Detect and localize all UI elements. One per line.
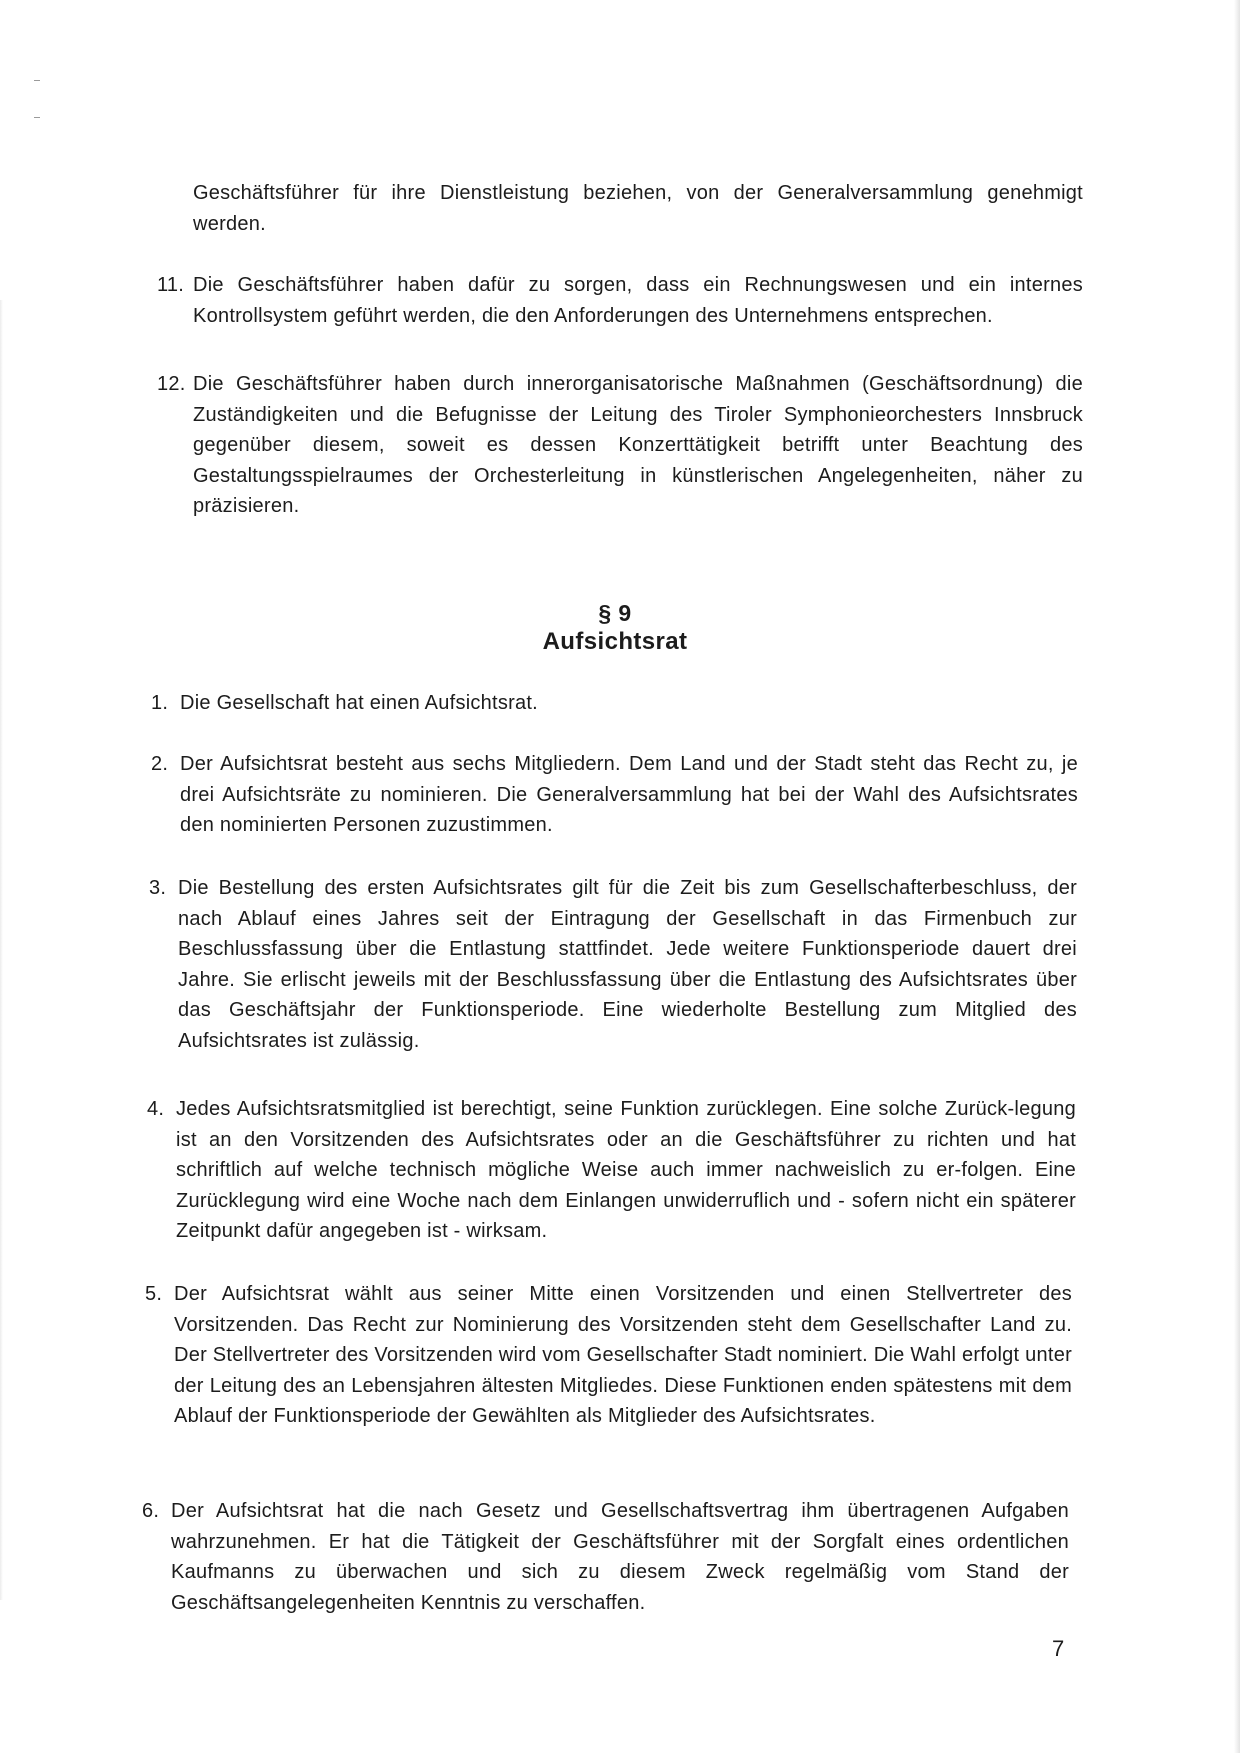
list-item-5 [145,1279,1072,1432]
list-item-number: 4. [147,1098,165,1120]
list-item-text: Jedes Aufsichtsratsmitglied ist berechtigt, seine Funktion zurücklegen. Eine solche Zurück-legung ist an den Vorsitzenden des Aufsichtsrates oder an die Geschäftsführer zu richten und hat schriftlich auf welche technisch mögliche Weise auch immer nachweislich zu er-folgen. Eine Zurücklegung wird eine Woche nach dem Einlangen unwiderruflich und - sofern nicht ein späterer Zeitpunkt dafür angegeben ist - wirksam. [176,1098,1076,1242]
list-item-text: Die Gesellschaft hat einen Aufsichtsrat. [180,692,538,714]
section-number: § 9 [598,600,632,626]
scan-mark [34,117,40,118]
list-item-text: Der Aufsichtsrat besteht aus sechs Mitgliedern. Dem Land und der Stadt steht das Recht zu, je drei Aufsichtsräte zu nominieren. Die Generalversammlung hat bei der Wahl des Aufsichtsrates den nominierten Personen zuzustimmen. [180,753,1078,836]
list-item-text: Die Bestellung des ersten Aufsichtsrates gilt für die Zeit bis zum Gesellschafterbeschluss, der nach Ablauf eines Jahres seit der Eintragung der Gesellschaft in das Firmenbuch zur Beschlussfassung über die Entlastung stattfindet. Jede weitere Funktionsperiode dauert drei Jahre. Sie erlischt jeweils mit der Beschlussfassung über die Entlastung des Aufsichtsrates über das Geschäftsjahr der Funktionsperiode. Eine wiederholte Bestellung zum Mitglied des Aufsichtsrates ist zulässig. [178,877,1077,1052]
list-item-number: 3. [149,877,167,899]
list-item-2 [151,749,1078,841]
list-item-text: Der Aufsichtsrat wählt aus seiner Mitte einen Vorsitzenden und einen Stellvertreter des Vorsitzenden. Das Recht zur Nominierung des Vorsitzenden steht dem Gesellschafter Land zu. Der Stellvertreter des Vorsitzenden wird vom Gesellschafter Stadt nominiert. Die Wahl erfolgt unter der Leitung des an Lebensjahren ältesten Mitgliedes. Diese Funktionen enden spätestens mit dem Ablauf der Funktionsperiode der Gewählten als Mitglieder des Aufsichtsrates. [174,1283,1072,1427]
scan-edge-left [0,300,3,1600]
list-item-text: Der Aufsichtsrat hat die nach Gesetz und Gesellschaftsvertrag ihm übertragenen Aufgaben wahrzunehmen. Er hat die Tätigkeit der Geschäftsführer mit der Sorgfalt eines ordentlichen Kaufmanns zu überwachen und sich zu diesem Zweck regelmäßig vom Stand der Geschäftsangelegenheiten Kenntnis zu verschaffen. [171,1500,1069,1614]
scan-edge-right [1234,0,1240,1753]
list-item-6 [142,1496,1069,1618]
list-item-number: 2. [151,753,169,775]
list-item-number: 6. [142,1500,160,1522]
list-item-text: Die Geschäftsführer haben dafür zu sorgen, dass ein Rechnungswesen und ein internes Kontrollsystem geführt werden, die den Anforderungen des Unternehmens entsprechen. [193,274,1083,327]
list-item-1 [151,688,1078,719]
list-item-text: Die Geschäftsführer haben durch innerorganisatorische Maßnahmen (Geschäftsordnung) die Zuständigkeiten und die Befugnisse der Leitung des Tiroler Symphonieorchesters Innsbruck gegenüber diesem, soweit es dessen Konzerttätigkeit betrifft unter Beachtung des Gestaltungsspielraumes der Orchesterleitung in künstlerischen Angelegenheiten, näher zu präzisieren. [193,373,1083,517]
list-item-3 [149,873,1077,1056]
intro-continuation-text: Geschäftsführer für ihre Dienstleistung beziehen, von der Generalversammlung genehmigt werden. [193,182,1083,235]
list-item-number: 11. [157,274,185,296]
list-item-4 [147,1094,1076,1247]
page-number: 7 [1052,1636,1065,1661]
list-item-number: 1. [151,692,169,714]
section-title: Aufsichtsrat [542,628,688,655]
list-item-12 [157,369,1083,522]
scan-mark [34,80,40,81]
list-item-number: 5. [145,1283,163,1305]
intro-continuation [193,178,1083,239]
list-item-number: 12. [157,373,186,395]
list-item-11 [157,270,1083,331]
